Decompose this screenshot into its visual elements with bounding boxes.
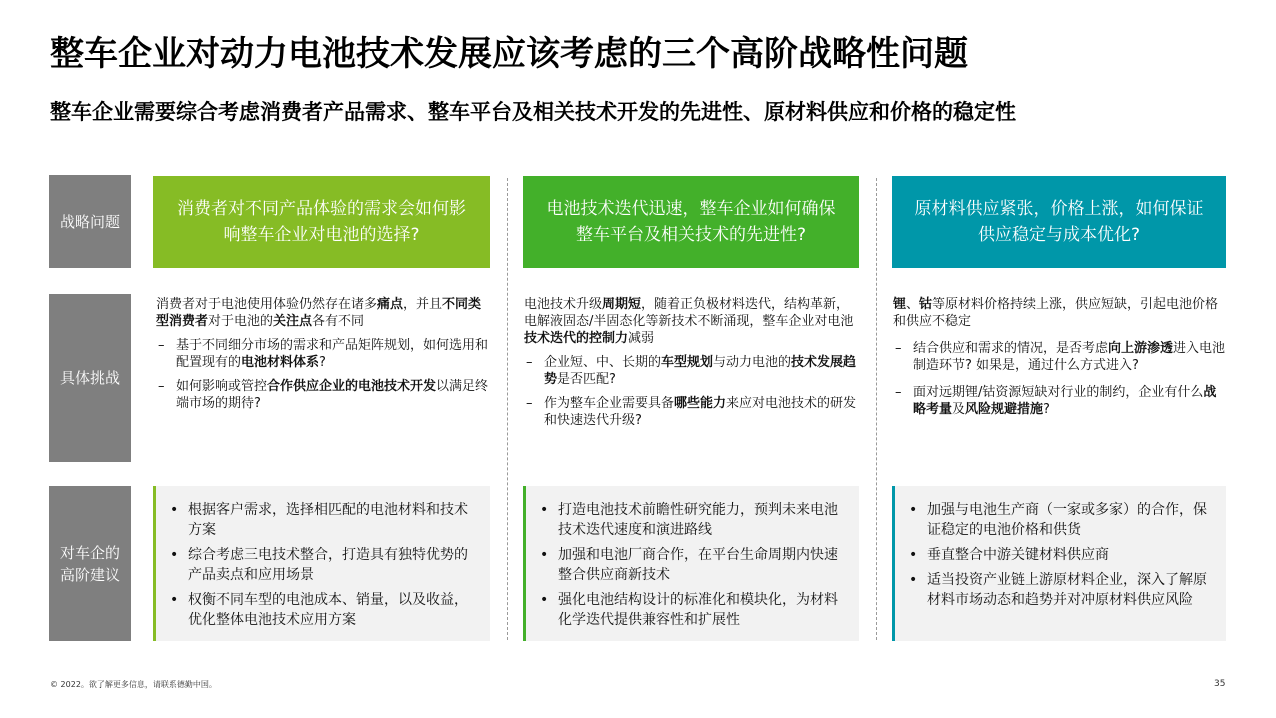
body-text: 企业短、中、长期的 — [544, 355, 662, 370]
recommendation-item — [170, 500, 474, 540]
body-text: 对于电池的 — [208, 314, 274, 329]
emphasis-text: 车型规划 — [661, 355, 714, 370]
body-text: 如何影响或管控 — [176, 379, 268, 394]
body-text: 来应对电池技术的研发和快速迭代升级? — [544, 396, 857, 428]
emphasis-text: 向上游渗透 — [1108, 341, 1174, 356]
emphasis-text: 不同类型消费者 — [156, 297, 482, 329]
row-label-recommendations — [49, 486, 131, 641]
emphasis-text: 锂 — [893, 297, 907, 312]
bullet-marker: • — [170, 502, 179, 518]
bullet-marker: • — [170, 547, 179, 563]
body-text: 及 — [952, 402, 966, 417]
body-text: 结合供应和需求的情况，是否考虑 — [913, 341, 1109, 356]
body-text: ，并且 — [403, 297, 443, 312]
body-text: 与动力电池的 — [713, 355, 792, 370]
body-text: 以满足终端市场的期待? — [176, 379, 489, 411]
recommendation-box-consumer — [153, 486, 490, 641]
body-text: 等原材料价格持续上涨，供应短缺，引起电池价格和供应不稳定 — [893, 297, 1219, 329]
challenge-item — [156, 378, 490, 412]
row-label-recommendations-text: 对车企的 高阶建议 — [59, 543, 120, 584]
recommendation-item — [909, 570, 1210, 610]
recommendation-text: 根据客户需求，选择相匹配的电池材料和技术方案 — [188, 502, 468, 538]
recommendation-item — [909, 545, 1210, 565]
bullet-marker: • — [540, 547, 549, 563]
challenge-item — [524, 395, 858, 429]
bullet-marker: • — [170, 592, 179, 608]
challenge-intro — [893, 296, 1227, 330]
question-box-technology — [523, 176, 859, 268]
dash-marker: – — [895, 341, 902, 356]
body-text: ，随着正负极材料迭代，结构革新，电解液固态/半固态化等新技术不断涌现，整车企业对电池 — [524, 297, 854, 329]
body-text: 、 — [906, 297, 920, 312]
question-text: 消费者对不同产品体验的需求会如何影响整车企业对电池的选择? — [177, 199, 466, 245]
bullet-marker: • — [540, 592, 549, 608]
challenge-item — [893, 384, 1227, 418]
body-text: 作为整车企业需要具备 — [544, 396, 675, 411]
emphasis-text: 钴 — [919, 297, 933, 312]
recommendation-text: 打造电池技术前瞻性研究能力，预判未来电池技术迭代速度和演进路线 — [558, 502, 838, 538]
recommendation-item — [540, 500, 843, 540]
recommendation-text: 垂直整合中游关键材料供应商 — [927, 547, 1109, 563]
challenge-item-text — [176, 378, 490, 412]
body-text: 是否匹配? — [557, 372, 616, 387]
recommendation-text: 加强和电池厂商合作，在平台生命周期内快速整合供应商新技术 — [558, 547, 838, 583]
body-text: 基于不同细分市场的需求和产品矩阵规划，如何选用和配置现有的 — [176, 338, 489, 370]
row-label-specific-challenges: 具体挑战 — [49, 294, 131, 462]
challenge-item — [893, 340, 1227, 374]
body-text: 减弱 — [628, 331, 655, 346]
emphasis-text: 技术发展趋势 — [544, 355, 857, 387]
page-subtitle: 整车企业需要综合考虑消费者产品需求、整车平台及相关技术开发的先进性、原材料供应和价格的稳定性 — [50, 100, 1016, 124]
challenge-item — [524, 354, 858, 388]
challenge-item-text — [913, 340, 1227, 374]
body-text: 电池技术升级 — [524, 297, 603, 312]
dash-marker: – — [895, 385, 902, 400]
emphasis-text: 风险规避措施 — [965, 402, 1044, 417]
bullet-marker: • — [540, 502, 549, 518]
recommendation-text: 适当投资产业链上游原材料企业，深入了解原材料市场动态和趋势并对冲原材料供应风险 — [927, 572, 1207, 608]
emphasis-text: 周期短 — [602, 297, 642, 312]
challenge-block-technology — [524, 296, 858, 429]
challenge-block-consumer — [156, 296, 490, 412]
question-text: 电池技术迭代迅速，整车企业如何确保整车平台及相关技术的先进性? — [546, 199, 836, 245]
question-text: 原材料供应紧张，价格上涨，如何保证供应稳定与成本优化? — [914, 199, 1204, 245]
recommendation-item — [540, 590, 843, 630]
body-text: 面对远期锂/钴资源短缺对行业的制约，企业有什么 — [913, 385, 1204, 400]
body-text: ? — [319, 355, 326, 370]
emphasis-text: 技术迭代的控制力 — [524, 331, 629, 346]
challenge-item — [156, 337, 490, 371]
dash-marker: – — [526, 396, 533, 411]
recommendation-box-technology — [523, 486, 859, 641]
recommendation-item — [540, 545, 843, 585]
challenge-block-raw-material — [893, 296, 1227, 418]
dash-marker: – — [526, 355, 533, 370]
emphasis-text: 电池材料体系 — [241, 355, 320, 370]
challenge-item-text — [176, 337, 490, 371]
emphasis-text: 痛点 — [377, 297, 404, 312]
column-divider — [507, 178, 508, 640]
recommendation-text: 加强与电池生产商（一家或多家）的合作，保证稳定的电池价格和供货 — [927, 502, 1207, 538]
question-box-raw-material — [892, 176, 1226, 268]
challenge-item-text — [544, 354, 858, 388]
challenge-intro — [524, 296, 858, 347]
bullet-marker: • — [909, 502, 918, 518]
challenge-item-text — [544, 395, 858, 429]
recommendation-text: 综合考虑三电技术整合，打造具有独特优势的产品卖点和应用场景 — [188, 547, 468, 583]
emphasis-text: 关注点 — [273, 314, 313, 329]
body-text: 消费者对于电池使用体验仍然存在诸多 — [156, 297, 378, 312]
dash-marker: – — [158, 379, 165, 394]
recommendation-text: 强化电池结构设计的标准化和模块化，为材料化学迭代提供兼容性和扩展性 — [558, 592, 838, 628]
recommendation-item — [170, 545, 474, 585]
body-text: ? — [1043, 402, 1050, 417]
footer-copyright: © 2022。欲了解更多信息，请联系德勤中国。 — [50, 680, 217, 689]
bullet-marker: • — [909, 547, 918, 563]
column-divider — [876, 178, 877, 640]
emphasis-text: 哪些能力 — [674, 396, 727, 411]
emphasis-text: 战略考量 — [913, 385, 1217, 417]
emphasis-text: 合作供应企业的电池技术开发 — [267, 379, 437, 394]
body-text: 各有不同 — [312, 314, 365, 329]
question-box-consumer — [153, 176, 490, 268]
row-label-strategic-question: 战略问题 — [49, 175, 131, 268]
recommendation-item — [170, 590, 474, 630]
page-number: 35 — [1214, 679, 1226, 689]
dash-marker: – — [158, 338, 165, 353]
recommendation-text: 权衡不同车型的电池成本、销量，以及收益，优化整体电池技术应用方案 — [188, 592, 468, 628]
page-title: 整车企业对动力电池技术发展应该考虑的三个高阶战略性问题 — [50, 34, 968, 74]
recommendation-item — [909, 500, 1210, 540]
challenge-item-text — [913, 384, 1227, 418]
body-text: 进入电池制造环节? 如果是，通过什么方式进入? — [913, 341, 1226, 373]
challenge-intro — [156, 296, 490, 330]
recommendation-box-raw-material — [892, 486, 1226, 641]
bullet-marker: • — [909, 572, 918, 588]
